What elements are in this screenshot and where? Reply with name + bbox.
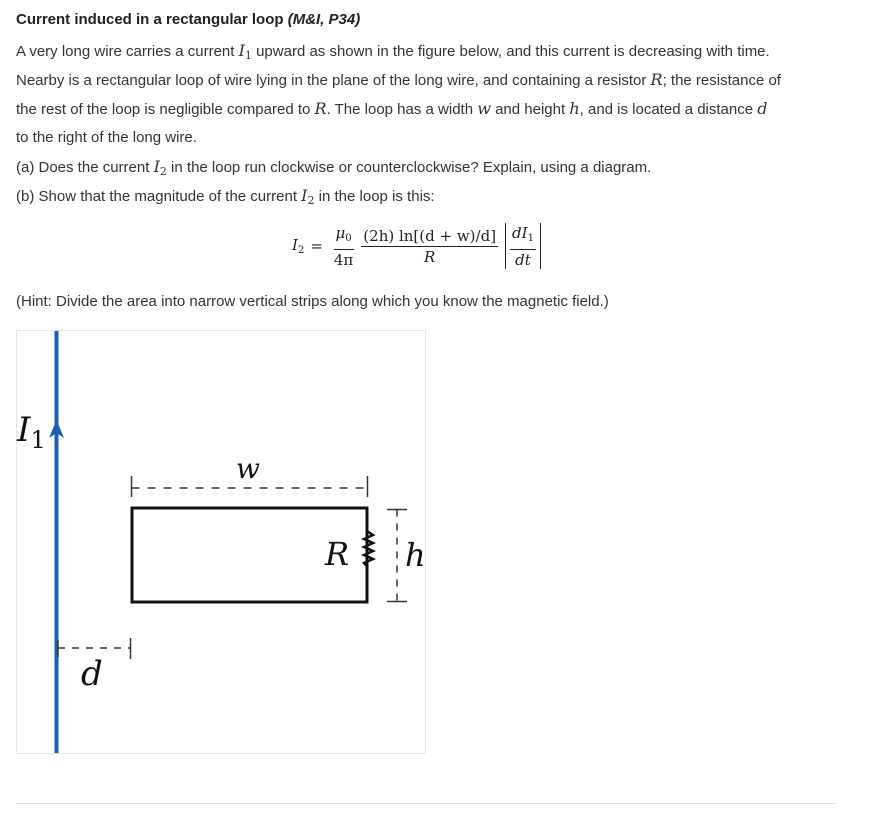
text-segment: , and is located a distance: [579, 101, 758, 118]
symbol-h: h: [569, 99, 580, 118]
equation-lhs: $I_2$: [292, 236, 305, 256]
text-segment: . The loop has a width: [326, 101, 478, 118]
symbol-R: R: [314, 99, 327, 118]
symbol-d: d: [757, 99, 768, 118]
resistor-icon: [364, 531, 373, 566]
current-label-I1: $I_1$: [17, 410, 46, 454]
symbol-I2: $I_2$: [301, 186, 315, 207]
symbol-w: w: [477, 99, 491, 118]
resistor-label: R: [325, 535, 350, 573]
symbol-R: R: [650, 70, 663, 89]
text-segment: (a) Does the current: [16, 159, 154, 176]
text-segment: (b) Show that the magnitude of the current: [16, 188, 302, 205]
width-label: w: [236, 452, 260, 485]
text-segment: the rest of the loop is negligible compared to: [16, 101, 315, 118]
text-segment: and height: [490, 101, 570, 118]
text-segment: in the loop is this:: [314, 188, 435, 205]
symbol-I1: $I_1$: [238, 41, 252, 62]
hint-text: (Hint: Divide the area into narrow vertical strips along which you know the magnetic field.): [16, 293, 609, 310]
text-segment: in the loop run clockwise or counterclockwise? Explain, using a diagram.: [166, 159, 652, 176]
mu-over-4pi: $\frac{\mu_0}{4\pi}$: [333, 223, 354, 269]
section-divider: [16, 803, 836, 804]
title-source: (M&I, P34): [287, 11, 361, 28]
distance-label: d: [81, 654, 103, 694]
log-over-r: $\frac{(2h) \ln[(d + w)/d]}{R}$: [363, 226, 497, 266]
height-label: h: [405, 536, 426, 574]
text-segment: A very long wire carries a current: [16, 43, 239, 60]
abs-derivative: $\frac{dI_1}{dt}$: [505, 223, 541, 269]
text-segment: Nearby is a rectangular loop of wire lying in the plane of the long wire, and containing a resistor: [16, 72, 651, 89]
title-text: Current induced in a rectangular loop: [16, 11, 284, 28]
text-segment: ; the resistance of: [662, 72, 781, 89]
symbol-I2: $I_2$: [153, 157, 167, 178]
equation-equals: =: [310, 237, 323, 255]
text-segment: upward as shown in the figure below, and this current is decreasing with time.: [251, 43, 770, 60]
problem-line-4: to the right of the long wire.: [16, 129, 197, 146]
